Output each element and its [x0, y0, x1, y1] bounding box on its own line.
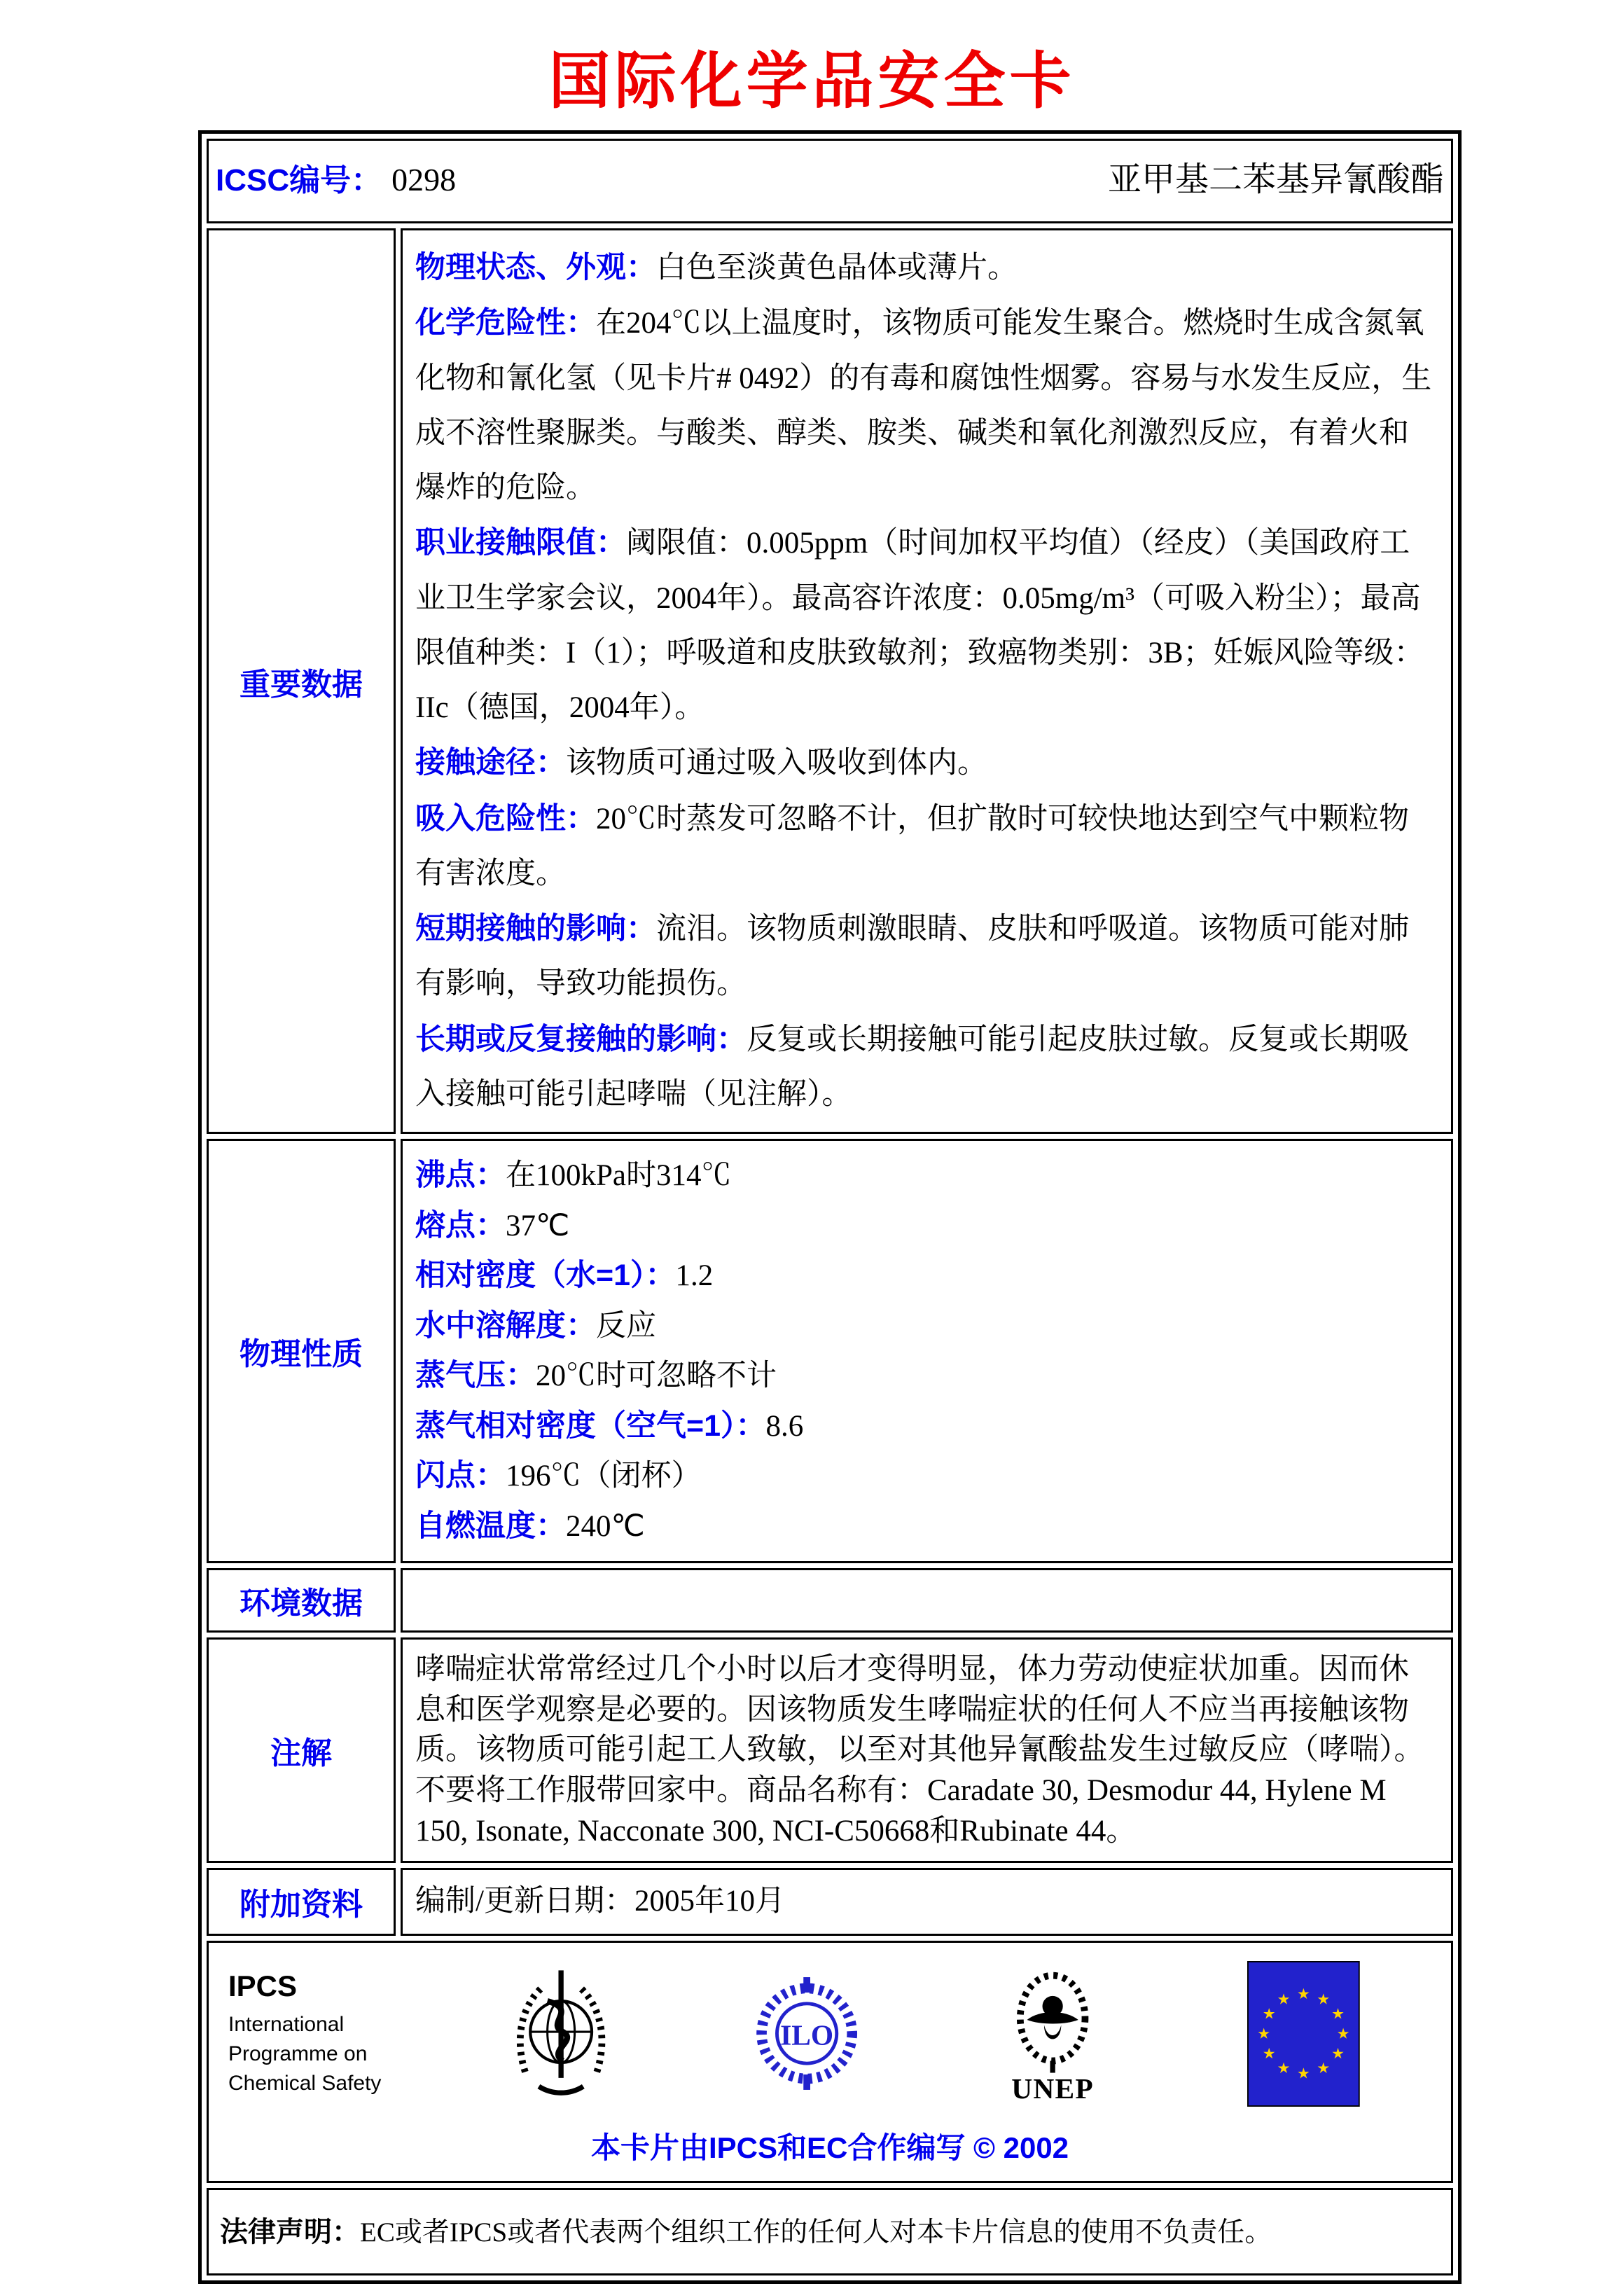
notes-item — [415, 1649, 1438, 1851]
footer-cell — [207, 1941, 1453, 2183]
legal-text: EC或者IPCS或者代表两个组织工作的任何人对本卡片信息的使用不负责任。 — [360, 2217, 1272, 2247]
page-title: 国际化学品安全卡 — [548, 48, 1076, 116]
section-row-additional-info — [207, 1868, 1453, 1935]
field-label: 化学危险性： — [415, 306, 596, 340]
ipcs-line: International — [228, 2012, 345, 2036]
physical-properties-item — [415, 1451, 1438, 1502]
ipcs-line: Programme on — [228, 2042, 368, 2065]
important-data-item — [415, 791, 1438, 902]
section-row-physical-properties — [207, 1139, 1453, 1563]
field-value: 20℃时蒸发可忽略不计，但扩散时可较快地达到空气中颗粒物有害浓度。 — [415, 802, 1409, 890]
ipcs-text-block — [228, 1969, 438, 2098]
section-label-additional-info: 附加资料 — [207, 1868, 396, 1935]
important-data-item — [415, 901, 1438, 1012]
field-value: 哮喘症状常常经过几个小时以后才变得明显，体力劳动使症状加重。因而休息和医学观察是必要的。因该物质发生哮喘症状的任何人不应当再接触该物质。该物质可能引起工人致敏，以至对其他异氰酸盐发生过敏反应（哮喘）。不要将工作服带回家中。商品名称有：Caradate 30, Desmodur 44, Hylene M 150, Isonate, Nacconate 300, NCI-C50668和Rubinate 44。 — [415, 1653, 1424, 1848]
field-label: 短期接触的影响： — [415, 912, 656, 945]
field-value: 在100kPa时314℃ — [506, 1159, 732, 1192]
section-content-physical-properties — [401, 1139, 1453, 1563]
unep-logo — [1001, 1965, 1104, 2102]
field-value: 反复或长期接触可能引起皮肤过敏。反复或长期吸入接触可能引起哮喘（见注解）。 — [415, 1023, 1409, 1111]
ilo-caption-text: ILO — [780, 2018, 834, 2051]
physical-properties-item — [415, 1251, 1438, 1301]
physical-properties-item — [415, 1351, 1438, 1401]
field-value: 37℃ — [506, 1209, 570, 1242]
field-value: 1.2 — [675, 1259, 714, 1293]
chemical-name: 亚甲基二苯基异氰酸酯 — [1107, 161, 1444, 198]
who-logo — [510, 1965, 612, 2102]
eu-flag — [1247, 1961, 1360, 2107]
field-label: 蒸气压： — [415, 1359, 536, 1393]
field-label: 吸入危险性： — [415, 801, 596, 836]
field-value: 反应 — [596, 1309, 656, 1343]
icsc-number-group — [216, 155, 456, 200]
field-label: 闪点： — [415, 1459, 506, 1493]
field-value: 196℃（闭杯） — [506, 1460, 702, 1493]
footer-row — [207, 1941, 1453, 2183]
field-value: 8.6 — [765, 1409, 804, 1443]
field-value: 阈限值：0.005ppm（时间加权平均值）（经皮）（美国政府工业卫生学家会议，2004年）。最高容许浓度：0.05mg/m³（可吸入粉尘）；最高限值种类：I（1）；呼吸道和皮肤致敏剂；致癌物类别：3B；妊娠风险等级：IIc（德国，2004年）。 — [415, 527, 1424, 724]
physical-properties-item — [415, 1401, 1438, 1452]
important-data-item — [415, 240, 1438, 296]
important-data-item — [415, 296, 1438, 515]
field-value: 20℃时可忽略不计 — [536, 1359, 777, 1393]
field-value: 在204℃以上温度时，该物质可能发生聚合。燃烧时生成含氮氧化物和氰化氢（见卡片# 0492）的有毒和腐蚀性烟雾。容易与水发生反应，生成不溶性聚脲类。与酸类、醇类、胺类、碱类和氧化剂激烈反应，有着火和爆炸的危险。 — [415, 307, 1432, 504]
important-data-item — [415, 515, 1438, 735]
legal-cell — [207, 2188, 1453, 2275]
field-label: 水中溶解度： — [415, 1308, 596, 1343]
icsc-page — [0, 32, 1624, 2293]
field-label: 长期或反复接触的影响： — [415, 1022, 747, 1056]
field-value: 该物质可通过吸入吸收到体内。 — [566, 747, 987, 780]
field-label: 沸点： — [415, 1158, 506, 1192]
section-row-environmental-data — [207, 1568, 1453, 1633]
header-row — [207, 139, 1453, 223]
icsc-card-table — [198, 130, 1462, 2284]
section-label-physical-properties: 物理性质 — [207, 1139, 396, 1563]
physical-properties-item — [415, 1301, 1438, 1352]
credit-line: 本卡片由IPCS和EC合作编写 © 2002 — [590, 2131, 1069, 2164]
legal-label: 法律声明： — [220, 2216, 360, 2247]
field-label: 物理状态、外观： — [415, 251, 656, 284]
section-label-environmental-data: 环境数据 — [207, 1568, 396, 1633]
ilo-logo — [756, 1965, 858, 2102]
physical-properties-item — [415, 1502, 1438, 1552]
field-label: 接触途径： — [415, 746, 566, 780]
field-value: 240℃ — [566, 1509, 645, 1543]
field-label: 相对密度（水=1）： — [415, 1259, 676, 1293]
important-data-item — [415, 735, 1438, 791]
header-cell — [207, 139, 1453, 223]
physical-properties-item — [415, 1151, 1438, 1201]
field-label: 蒸气相对密度（空气=1）： — [415, 1408, 766, 1443]
unep-caption-text: UNEP — [1011, 2072, 1095, 2103]
ipcs-acronym: IPCS — [228, 1969, 298, 2002]
org-logos — [438, 1961, 1431, 2107]
physical-properties-item — [415, 1201, 1438, 1252]
section-row-important-data — [207, 228, 1453, 1134]
field-value: 流泪。该物质刺激眼睛、皮肤和呼吸道。该物质可能对肺有影响，导致功能损伤。 — [415, 913, 1409, 1001]
icsc-number-label: ICSC编号： — [216, 163, 382, 198]
additional-info-item — [415, 1880, 1438, 1923]
field-value: 白色至淡黄色晶体或薄片。 — [656, 251, 1018, 284]
ipcs-line: Chemical Safety — [228, 2071, 382, 2095]
section-content-additional-info — [401, 1868, 1453, 1935]
section-label-notes: 注解 — [207, 1637, 396, 1863]
section-row-notes — [207, 1637, 1453, 1863]
field-value: 编制/更新日期：2005年10月 — [415, 1885, 785, 1918]
field-label: 自燃温度： — [415, 1509, 566, 1543]
icsc-number-value: 0298 — [391, 162, 457, 198]
section-content-important-data — [401, 228, 1453, 1134]
section-label-important-data: 重要数据 — [207, 228, 396, 1134]
important-data-item — [415, 1012, 1438, 1123]
section-content-environmental-data — [401, 1568, 1453, 1633]
field-label: 职业接触限值： — [415, 526, 626, 560]
field-label: 熔点： — [415, 1208, 506, 1242]
section-content-notes — [401, 1637, 1453, 1863]
legal-row — [207, 2188, 1453, 2275]
